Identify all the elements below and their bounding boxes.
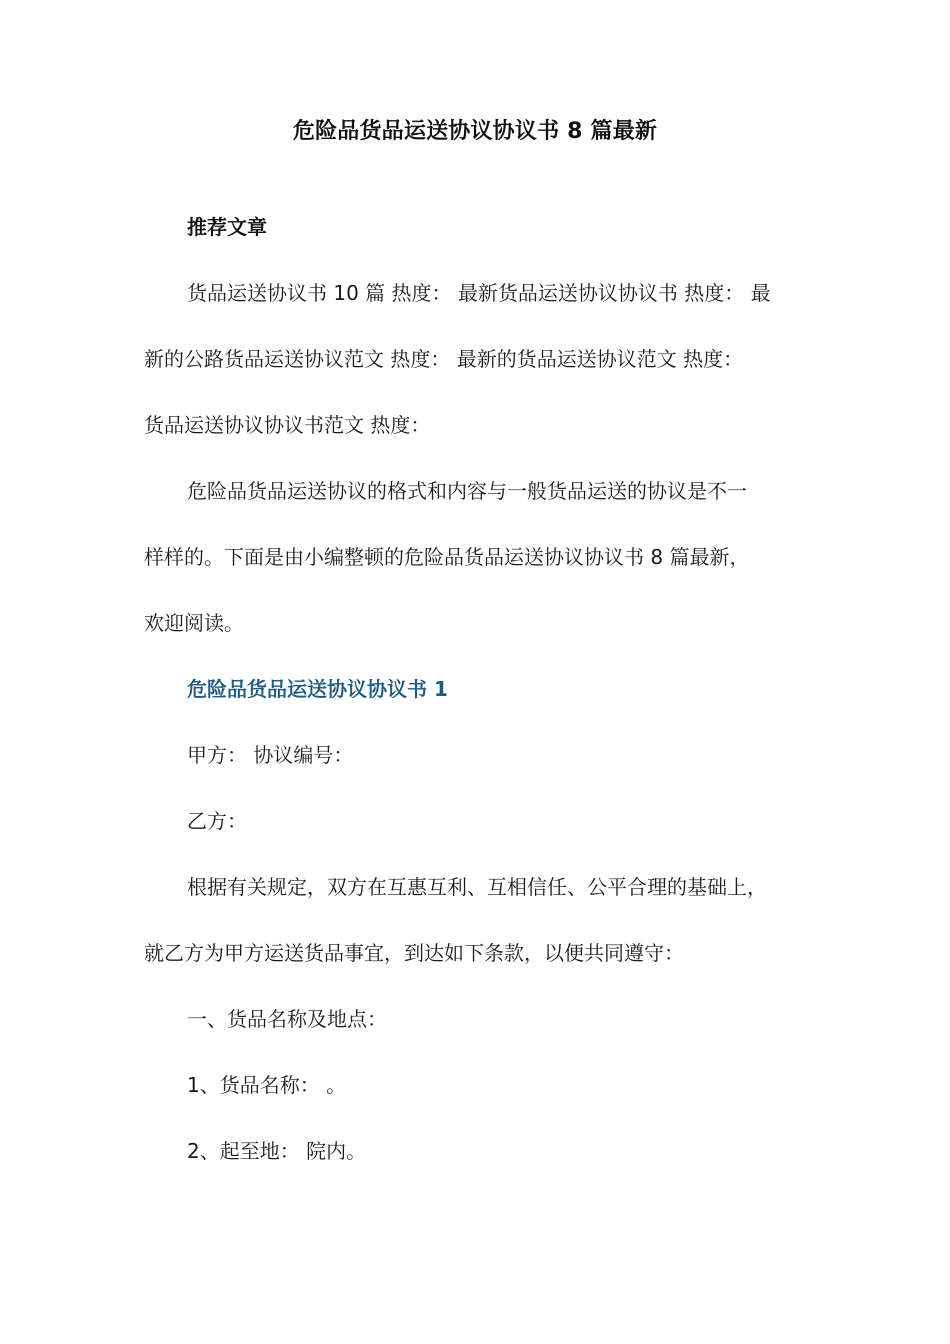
recommend-line[interactable]: 货品运送协议协议书范文 热度：: [144, 413, 431, 437]
intro-paragraph-line: 样样的。下面是由小编整顿的危险品货品运送协议协议书 8 篇最新，: [144, 545, 750, 569]
document-title: 危险品货品运送协议协议书 8 篇最新: [292, 119, 658, 144]
recommend-heading: 推荐文章: [187, 215, 267, 239]
recommend-line[interactable]: 货品运送协议书 10 篇 热度： 最新货品运送协议协议书 热度： 最: [187, 281, 771, 305]
recommend-line[interactable]: 新的公路货品运送协议范文 热度： 最新的货品运送协议范文 热度：: [144, 347, 744, 371]
basis-paragraph-line: 就乙方为甲方运送货品事宜，到达如下条款，以便共同遵守：: [144, 941, 684, 965]
section-heading: 危险品货品运送协议协议书 1: [187, 677, 448, 701]
clause-item: 2、起至地： 院内。: [187, 1139, 367, 1163]
intro-paragraph-line: 欢迎阅读。: [144, 611, 244, 635]
clause-item: 1、货品名称： 。: [187, 1073, 347, 1097]
party-a-line: 甲方： 协议编号：: [187, 743, 354, 767]
intro-paragraph-line: 危险品货品运送协议的格式和内容与一般货品运送的协议是不一: [187, 479, 747, 503]
party-b-line: 乙方：: [187, 809, 247, 833]
clause-title: 一、货品名称及地点：: [187, 1007, 387, 1031]
basis-paragraph-line: 根据有关规定，双方在互惠互利、互相信任、公平合理的基础上，: [187, 875, 767, 899]
